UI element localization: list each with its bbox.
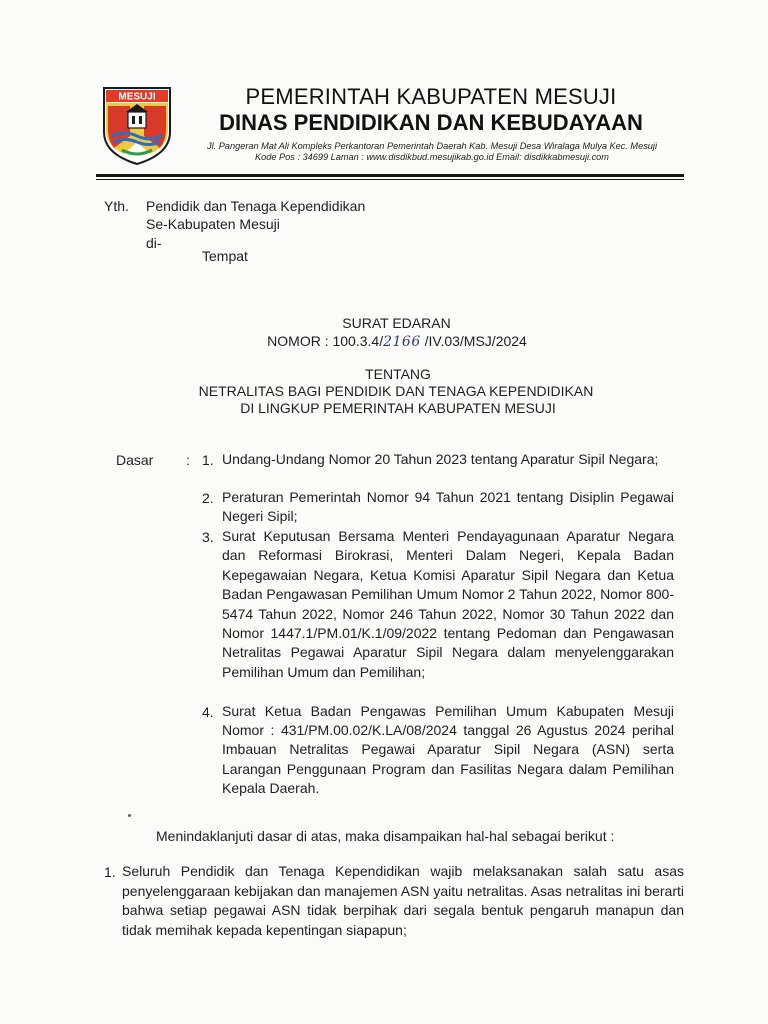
recipient-salutation: Yth. <box>104 198 129 214</box>
letterhead-rule-thick <box>96 174 684 177</box>
agency-name: DINAS PENDIDIKAN DAN KEBUDAYAAN <box>219 110 643 135</box>
dasar-label: Dasar <box>116 452 154 468</box>
about-heading: TENTANG <box>365 366 431 382</box>
dasar-item-text: Undang-Undang Nomor 20 Tahun 2023 tentang Aparatur Sipil Negara; <box>222 451 659 467</box>
point-text: Seluruh Pendidik dan Tenaga Kependidikan wajib melaksanakan salah satu asas penyelenggaraan kebijakan dan manajemen ASN yaitu netralitas. Asas netralitas ini berarti bahwa setiap pegawai ASN tidak berpihak dari segala bentuk pengaruh manapun dan tidak memihak kepada kepentingan siapapun; <box>122 863 684 938</box>
document-number <box>0 333 768 350</box>
dasar-item-number: 1. <box>202 452 214 468</box>
address-line-2: Kode Pos : 34699 Laman : www.disdikbud.mesujikab.go.id Email: disdikkabmesuji.com <box>255 152 609 162</box>
number-suffix: /IV.03/MSJ/2024 <box>420 333 527 349</box>
logo-text: MESUJI <box>118 91 156 103</box>
number-handwritten: 2166 <box>383 334 421 350</box>
dasar-item-number: 2. <box>202 490 214 506</box>
regency-logo <box>100 86 174 166</box>
government-name: PEMERINTAH KABUPATEN MESUJI <box>245 84 617 109</box>
subject-line-2: DI LINGKUP PEMERINTAH KABUPATEN MESUJI <box>240 400 556 416</box>
recipient-place: Tempat <box>202 248 248 264</box>
dasar-item-number: 3. <box>202 529 214 545</box>
recipient-line-2: Se-Kabupaten Mesuji <box>146 216 280 232</box>
number-prefix: NOMOR : 100.3.4/ <box>267 333 384 349</box>
subject-line-1: NETRALITAS BAGI PENDIDIK DAN TENAGA KEPENDIDIKAN <box>198 383 594 399</box>
document-type: SURAT EDARAN <box>342 315 451 331</box>
dasar-item-text: Surat Keputusan Bersama Menteri Pendayagunaan Aparatur Negara dan Reformasi Birokrasi, Menteri Dalam Negeri, Kepala Badan Kepegawaian Negara, Ketua Komisi Aparatur Sipil Negara dan Ketua Badan Pengawasan Pemilihan Umum Nomor 2 Tahun 2022, Nomor 800-5474 Tahun 2022, Nomor 246 Tahun 2022, Nomor 30 Tahun 2022 dan Nomor 1447.1/PM.01/K.1/09/2022 tentang Pedoman dan Pengawasan Netralitas Pegawai Aparatur Sipil Negara dalam menyelenggarakan Pemilihan Umum dan Pemilihan; <box>222 528 674 680</box>
stray-mark <box>128 814 131 817</box>
dasar-colon: : <box>186 452 190 468</box>
letterhead-rule-thin <box>96 179 684 180</box>
recipient-line-3: di- <box>146 235 162 251</box>
address-line-1: Jl. Pangeran Mat Ali Kompleks Perkantoran Pemerintah Daerah Kab. Mesuji Desa Wiralaga Mulya Kec. Mesuji <box>207 141 657 151</box>
dasar-item-text: Peraturan Pemerintah Nomor 94 Tahun 2021 tentang Disiplin Pegawai Negeri Sipil; <box>222 489 674 525</box>
dasar-item-text: Surat Ketua Badan Pengawas Pemilihan Umum Kabupaten Mesuji Nomor : 431/PM.00.02/K.LA/08/2024 tanggal 26 Agustus 2024 perihal Imbauan Netralitas Pegawai Aparatur Sipil Negara (ASN) serta Larangan Penggunaan Program dan Fasilitas Negara dalam Pemilihan Kepala Daerah. <box>222 703 674 796</box>
intro-text: Menindaklanjuti dasar di atas, maka disampaikan hal-hal sebagai berikut : <box>156 828 615 844</box>
point-number: 1. <box>104 864 116 880</box>
dasar-item-number: 4. <box>202 704 214 720</box>
recipient-line-1: Pendidik dan Tenaga Kependidikan <box>146 198 366 214</box>
